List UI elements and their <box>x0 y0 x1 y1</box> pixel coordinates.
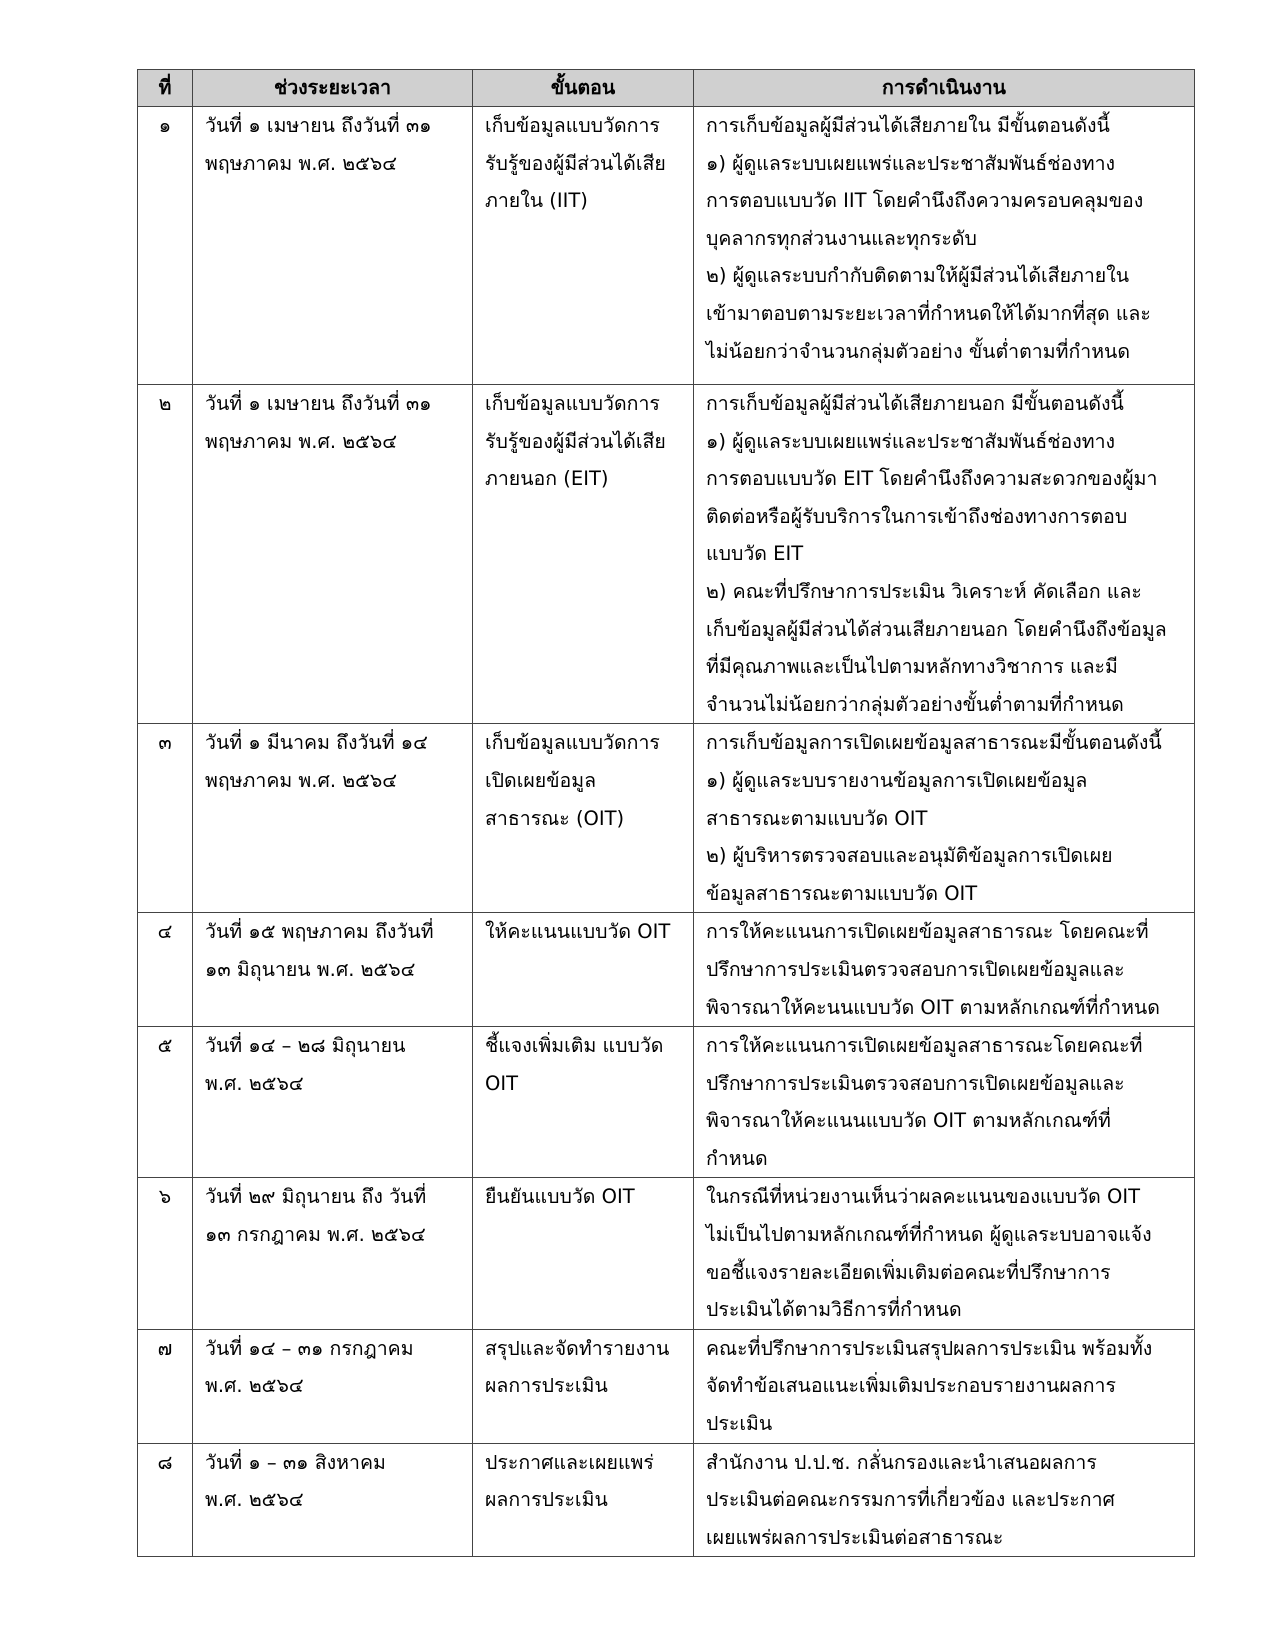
action-line: จำนวนไม่น้อยกว่ากลุ่มตัวอย่างขั้นต่ำตามที่กำหนด <box>706 692 1124 716</box>
period-cell <box>193 1443 473 1557</box>
period-line: วันที่ ๑๔ – ๓๑ กรกฎาคม <box>205 1336 414 1360</box>
period-line: วันที่ ๑๔ – ๒๘ มิถุนายน <box>205 1034 406 1058</box>
period-line: วันที่ ๑ มีนาคม ถึงวันที่ ๑๔ <box>205 731 428 755</box>
table-row <box>138 107 1195 385</box>
action-line: ๑) ผู้ดูแลระบบเผยแพร่และประชาสัมพันธ์ช่องทาง <box>706 429 1116 453</box>
action-line: ติดต่อหรือผู้รับบริการในการเข้าถึงช่องทางการตอบ <box>706 504 1128 528</box>
action-cell <box>694 1178 1195 1329</box>
action-line: กำหนด <box>706 1146 768 1170</box>
action-line: ปรึกษาการประเมินตรวจสอบการเปิดเผยข้อมูลและ <box>706 1071 1125 1095</box>
row-number: ๖ <box>138 1178 193 1329</box>
step-line: ผลการประเมิน <box>485 1488 608 1512</box>
action-line: บุคลากรทุกส่วนงานและทุกระดับ <box>706 226 977 250</box>
period-line: พ.ศ. ๒๕๖๔ <box>205 1488 304 1512</box>
action-cell <box>694 1329 1195 1443</box>
table-row <box>138 724 1195 913</box>
row-number: ๒ <box>138 385 193 724</box>
action-line: แบบวัด EIT <box>706 542 804 566</box>
action-line: ๑) ผู้ดูแลระบบเผยแพร่และประชาสัมพันธ์ช่องทาง <box>706 151 1116 175</box>
header-period: ช่วงระยะเวลา <box>193 70 473 107</box>
action-line: ข้อมูลสาธารณะตามแบบวัด OIT <box>706 881 978 905</box>
table-row <box>138 1027 1195 1178</box>
action-cell <box>694 1443 1195 1557</box>
step-line: สาธารณะ (OIT) <box>485 806 625 830</box>
table-header-row <box>138 70 1195 107</box>
header-action: การดำเนินงาน <box>694 70 1195 107</box>
action-line: เก็บข้อมูลผู้มีส่วนได้ส่วนเสียภายนอก โดยคำนึงถึงข้อมูล <box>706 617 1167 641</box>
period-line: วันที่ ๑ เมษายน ถึงวันที่ ๓๑ <box>205 114 432 137</box>
action-line: ไม่น้อยกว่าจำนวนกลุ่มตัวอย่าง ขั้นต่ำตามที่กำหนด <box>706 339 1131 363</box>
period-cell <box>193 1178 473 1329</box>
step-line: สรุปและจัดทำรายงาน <box>485 1336 670 1360</box>
action-line: ประเมินได้ตามวิธีการที่กำหนด <box>706 1298 962 1322</box>
action-line: การเก็บข้อมูลผู้มีส่วนได้เสียภายนอก มีขั้นตอนดังนี้ <box>706 392 1124 415</box>
step-cell <box>473 385 694 724</box>
period-line: พ.ศ. ๒๕๖๔ <box>205 1071 304 1095</box>
action-cell <box>694 107 1195 385</box>
step-cell <box>473 1027 694 1178</box>
step-line: ผลการประเมิน <box>485 1374 608 1398</box>
row-number: ๔ <box>138 913 193 1027</box>
row-number: ๑ <box>138 107 193 385</box>
period-line: พฤษภาคม พ.ศ. ๒๕๖๔ <box>205 429 397 453</box>
action-line: จัดทำข้อเสนอแนะเพิ่มเติมประกอบรายงานผลการ <box>706 1374 1116 1398</box>
step-cell <box>473 1178 694 1329</box>
step-cell <box>473 913 694 1027</box>
header-number: ที่ <box>138 70 193 107</box>
row-number: ๕ <box>138 1027 193 1178</box>
action-line: สาธารณะตามแบบวัด OIT <box>706 806 928 830</box>
period-cell <box>193 107 473 385</box>
row-number: ๘ <box>138 1443 193 1557</box>
action-line: ปรึกษาการประเมินตรวจสอบการเปิดเผยข้อมูลและ <box>706 957 1125 981</box>
step-line: ยืนยันแบบวัด OIT <box>485 1185 635 1209</box>
period-cell <box>193 1329 473 1443</box>
action-line: ๒) ผู้ดูแลระบบกำกับติดตามให้ผู้มีส่วนได้เสียภายใน <box>706 264 1130 288</box>
step-line: เก็บข้อมูลแบบวัดการ <box>485 731 660 755</box>
row-number: ๓ <box>138 724 193 913</box>
table-row <box>138 1178 1195 1329</box>
table-row <box>138 1443 1195 1557</box>
action-line: การให้คะแนนการเปิดเผยข้อมูลสาธารณะ โดยคณะที่ <box>706 920 1149 944</box>
step-line: รับรู้ของผู้มีส่วนได้เสีย <box>485 151 666 175</box>
action-cell <box>694 1027 1195 1178</box>
period-cell <box>193 385 473 724</box>
action-line: ประเมิน <box>706 1412 773 1436</box>
period-cell <box>193 913 473 1027</box>
period-line: พ.ศ. ๒๕๖๔ <box>205 1374 304 1398</box>
table-row <box>138 385 1195 724</box>
action-line: เข้ามาตอบตามระยะเวลาที่กำหนดให้ได้มากที่สุด และ <box>706 301 1151 325</box>
action-line: คณะที่ปรึกษาการประเมินสรุปผลการประเมิน พร้อมทั้ง <box>706 1336 1153 1360</box>
action-line: พิจารณาให้คะนนแบบวัด OIT ตามหลักเกณฑ์ที่กำหนด <box>706 995 1160 1019</box>
period-line: วันที่ ๑ – ๓๑ สิงหาคม <box>205 1450 386 1474</box>
table-row <box>138 1329 1195 1443</box>
row-number: ๗ <box>138 1329 193 1443</box>
action-line: การเก็บข้อมูลผู้มีส่วนได้เสียภายใน มีขั้นตอนดังนี้ <box>706 114 1110 137</box>
period-line: วันที่ ๑๕ พฤษภาคม ถึงวันที่ <box>205 920 434 944</box>
action-line: ที่มีคุณภาพและเป็นไปตามหลักทางวิชาการ และมี <box>706 655 1118 679</box>
step-cell <box>473 1329 694 1443</box>
action-line: ประเมินต่อคณะกรรมการที่เกี่ยวข้อง และประกาศ <box>706 1488 1115 1512</box>
step-line: ภายนอก (EIT) <box>485 467 609 491</box>
action-line: ๑) ผู้ดูแลระบบรายงานข้อมูลการเปิดเผยข้อมูล <box>706 768 1088 792</box>
step-line: ประกาศและเผยแพร่ <box>485 1450 654 1474</box>
step-line: เปิดเผยข้อมูล <box>485 768 597 792</box>
step-line: รับรู้ของผู้มีส่วนได้เสีย <box>485 429 666 453</box>
step-line: ภายใน (IIT) <box>485 189 588 213</box>
action-line: การตอบแบบวัด EIT โดยคำนึงถึงความสะดวกของผู้มา <box>706 467 1158 491</box>
header-step: ขั้นตอน <box>473 70 694 107</box>
action-cell <box>694 913 1195 1027</box>
action-line: การให้คะแนนการเปิดเผยข้อมูลสาธารณะโดยคณะที่ <box>706 1034 1143 1058</box>
period-cell <box>193 1027 473 1178</box>
action-line: ในกรณีที่หน่วยงานเห็นว่าผลคะแนนของแบบวัด OIT <box>706 1185 1141 1209</box>
action-line: พิจารณาให้คะแนนแบบวัด OIT ตามหลักเกณฑ์ที่ <box>706 1109 1111 1133</box>
action-line: ๒) คณะที่ปรึกษาการประเมิน วิเคราะห์ คัดเลือก และ <box>706 579 1142 603</box>
period-cell <box>193 724 473 913</box>
action-line: การตอบแบบวัด IIT โดยคำนึงถึงความครอบคลุมของ <box>706 189 1144 213</box>
step-line: เก็บข้อมูลแบบวัดการ <box>485 114 660 137</box>
step-line: OIT <box>485 1071 519 1095</box>
schedule-table <box>137 69 1195 1557</box>
action-line: สำนักงาน ป.ป.ช. กลั่นกรองและนำเสนอผลการ <box>706 1450 1097 1474</box>
step-line: เก็บข้อมูลแบบวัดการ <box>485 392 660 415</box>
step-line: ให้คะแนนแบบวัด OIT <box>485 920 671 944</box>
period-line: วันที่ ๒๙ มิถุนายน ถึง วันที่ <box>205 1185 427 1209</box>
step-cell <box>473 724 694 913</box>
period-line: ๑๓ กรกฎาคม พ.ศ. ๒๕๖๔ <box>205 1223 426 1247</box>
period-line: วันที่ ๑ เมษายน ถึงวันที่ ๓๑ <box>205 392 432 415</box>
action-line: ไม่เป็นไปตามหลักเกณฑ์ที่กำหนด ผู้ดูแลระบบอาจแจ้ง <box>706 1223 1152 1247</box>
action-line: ๒) ผู้บริหารตรวจสอบและอนุมัติข้อมูลการเปิดเผย <box>706 844 1113 868</box>
action-line: การเก็บข้อมูลการเปิดเผยข้อมูลสาธารณะมีขั้นตอนดังนี้ <box>706 731 1162 755</box>
action-cell <box>694 724 1195 913</box>
step-cell <box>473 1443 694 1557</box>
action-cell <box>694 385 1195 724</box>
action-line: เผยแพร่ผลการประเมินต่อสาธารณะ <box>706 1525 1004 1549</box>
step-cell <box>473 107 694 385</box>
step-line: ชี้แจงเพิ่มเติม แบบวัด <box>485 1034 664 1058</box>
action-line: ขอชี้แจงรายละเอียดเพิ่มเติมต่อคณะที่ปรึกษาการ <box>706 1260 1111 1284</box>
period-line: พฤษภาคม พ.ศ. ๒๕๖๔ <box>205 768 397 792</box>
period-line: ๑๓ มิถุนายน พ.ศ. ๒๕๖๔ <box>205 957 416 981</box>
table-row <box>138 913 1195 1027</box>
period-line: พฤษภาคม พ.ศ. ๒๕๖๔ <box>205 151 397 175</box>
